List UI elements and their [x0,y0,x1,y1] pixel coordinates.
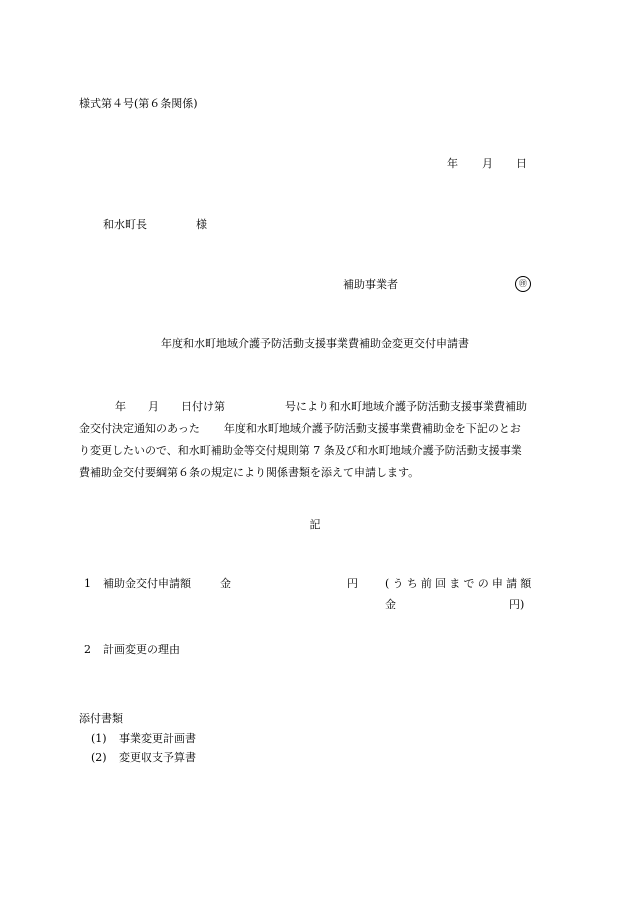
attachments-title: 添付書類 [79,712,123,725]
date-year-label: 年 [447,157,458,170]
item-2-label: 計画変更の理由 [103,643,180,656]
item-1-previous-kin: 金 [385,598,396,611]
item-2-number: 2 [84,643,91,656]
body-line-3: り変更したいので、和水町補助金等交付規則第 7 条及び和水町地域介護予防活動支援事業 [79,444,522,457]
body-line-2-b: 年度和水町地域介護予防活動支援事業費補助金を下記のとお [223,422,521,435]
item-1-yen: 円 [347,577,358,590]
body-month: 月 [148,400,159,413]
body-line-2 [79,418,552,440]
seal-icon: ㊞ [515,276,531,292]
ki-heading: 記 [309,518,321,531]
attachment-2-label: 変更収支予算書 [119,751,196,764]
addressee-honorific: 様 [196,218,207,231]
attachment-1-number: (1) [91,732,107,745]
body-line-1 [79,396,552,418]
item-1-previous-yen: 円) [509,598,525,611]
item-1-kin: 金 [220,577,231,590]
body-year: 年 [115,400,126,413]
attachment-1-label: 事業変更計画書 [119,732,196,745]
body-paragraph [79,396,552,484]
body-line-4: 費補助金交付要綱第６条の規定により関係書類を添えて申請します。 [79,466,420,479]
date-month-label: 月 [482,157,493,170]
item-1-number: 1 [84,577,91,590]
body-line-1-rest: 号により和水町地域介護予防活動支援事業費補助 [285,400,527,413]
item-1-label: 補助金交付申請額 [103,577,191,590]
applicant-label: 補助事業者 [343,278,398,291]
form-number-label: 様式第４号(第６条関係) [79,97,198,110]
addressee-name: 和水町長 [103,218,147,231]
document-title: 年度和水町地域介護予防活動支援事業費補助金変更交付申請書 [161,337,469,350]
date-day-label: 日 [516,157,527,170]
attachment-2-number: (2) [91,751,107,764]
body-day-no: 日付け第 [181,400,225,413]
body-line-2-a: 金交付決定通知のあった [79,422,200,435]
item-1-previous-note: (うち前回までの申請額 [385,577,535,590]
